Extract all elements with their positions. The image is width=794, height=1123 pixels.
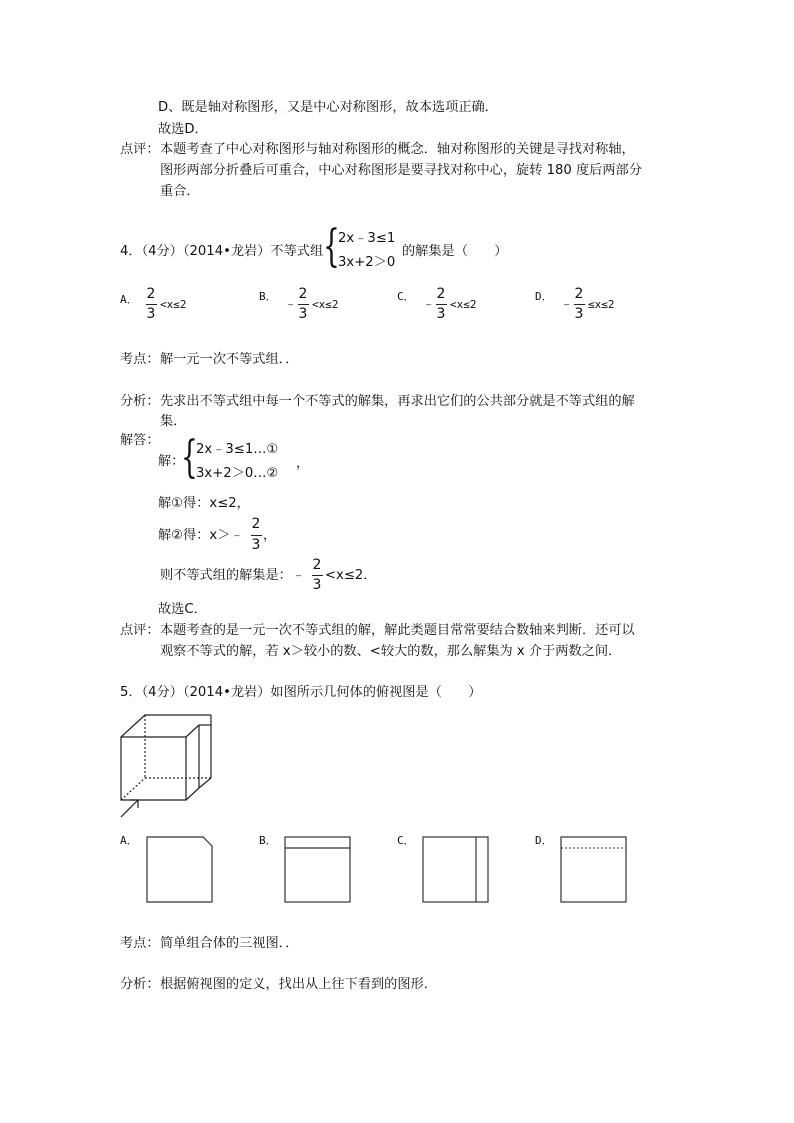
minus-sign: ﹣ bbox=[422, 297, 436, 312]
option-relation: <x≤2 bbox=[312, 298, 339, 311]
q4-kaodian: 解一元一次不等式组．． bbox=[160, 352, 299, 367]
view-arrow-shaft bbox=[121, 800, 138, 817]
q4-step-2-suffix: ， bbox=[263, 528, 277, 543]
fraction-bar bbox=[298, 304, 309, 305]
q5-option-a-label: A． bbox=[120, 834, 138, 847]
q4-fenxi-line-1: 先求出不等式组中每一个不等式的解集，再求出它们的公共部分就是不等式组的解 bbox=[160, 394, 635, 409]
minus-sign: ﹣ bbox=[560, 297, 574, 312]
option-relation: <x≤2 bbox=[450, 298, 477, 311]
fraction-numerator: 2 bbox=[146, 286, 156, 302]
q5-kaodian-label: 考点： bbox=[120, 936, 160, 951]
q4-inequality-2: 3x+2＞0 bbox=[338, 255, 396, 270]
option-label: B． bbox=[259, 290, 277, 303]
q3-answer: 故选D． bbox=[158, 122, 208, 137]
q5-option-d-label: D． bbox=[535, 834, 553, 847]
q4-solution-brace: { bbox=[181, 432, 198, 483]
q4-solution-ineq-1: 2x﹣3≤1…① bbox=[196, 442, 279, 457]
fraction-bar bbox=[436, 304, 447, 305]
q5-option-c-figure bbox=[422, 836, 492, 906]
q4-result-denominator: 3 bbox=[312, 577, 322, 593]
hidden-depth-edge bbox=[121, 778, 145, 800]
option-label: A． bbox=[120, 293, 138, 306]
q4-jieda-label: 解答： bbox=[120, 433, 160, 448]
chamfer-front-edge bbox=[186, 725, 199, 737]
q4-comment-line-2: 观察不等式的解，若 x＞较小的数、<较大的数，那么解集为 x 介于两数之间． bbox=[160, 644, 622, 659]
q4-comment-label: 点评： bbox=[120, 623, 160, 638]
q5-option-b-figure bbox=[284, 836, 354, 906]
fraction-denominator: 3 bbox=[298, 306, 308, 322]
q4-answer: 故选C． bbox=[158, 602, 207, 617]
q4-step-1: 解①得：x≤2， bbox=[158, 496, 250, 511]
q4-fenxi-label: 分析： bbox=[120, 394, 160, 409]
q4-step-2-prefix: 解②得：x＞﹣ bbox=[158, 528, 244, 543]
option-label: D． bbox=[535, 290, 553, 303]
q4-solution-ineq-2: 3x+2＞0…② bbox=[196, 466, 279, 481]
q5-option-d-figure bbox=[560, 836, 630, 906]
q4-result-suffix: <x≤2． bbox=[325, 568, 377, 583]
q4-result-numerator: 2 bbox=[312, 557, 322, 573]
q5-option-a-figure bbox=[146, 836, 216, 906]
fraction-bar bbox=[146, 304, 157, 305]
fraction-denominator: 3 bbox=[436, 306, 446, 322]
q4-fenxi-line-2: 集． bbox=[160, 414, 187, 429]
q3-comment-line-2: 图形两部分折叠后可重合，中心对称图形是要寻找对称中心，旋转 180 度后两部分 bbox=[160, 163, 642, 178]
q4-system-brace: { bbox=[323, 221, 340, 272]
fraction-numerator: 2 bbox=[574, 286, 584, 302]
q5-solid-figure bbox=[116, 712, 216, 822]
fraction-numerator: 2 bbox=[298, 286, 308, 302]
q4-step-2-numerator: 2 bbox=[251, 516, 261, 532]
fraction-denominator: 3 bbox=[574, 306, 584, 322]
q5-stem: 5．（4分）（2014•龙岩）如图所示几何体的俯视图是（ ） bbox=[120, 685, 482, 700]
q4-jie: 解： bbox=[158, 454, 185, 469]
bottom-right-depth-edge bbox=[186, 788, 199, 800]
q3-comment-line-1: 本题考查了中心对称图形与轴对称图形的概念．轴对称图形的关键是寻找对称轴， bbox=[160, 142, 635, 157]
q4-stem-prefix: 4．（4分）（2014•龙岩）不等式组 bbox=[120, 244, 324, 259]
q4-step-2-denominator: 3 bbox=[251, 537, 261, 553]
q5-option-c-label: C． bbox=[397, 834, 415, 847]
q4-stem-suffix: 的解集是（ ） bbox=[402, 244, 508, 259]
q4-result-fraction-bar bbox=[312, 575, 323, 576]
fraction-numerator: 2 bbox=[436, 286, 446, 302]
q4-inequality-1: 2x﹣3≤1 bbox=[338, 231, 396, 246]
fraction-bar bbox=[574, 304, 585, 305]
q5-fenxi-label: 分析： bbox=[120, 977, 160, 992]
q3-comment-line-3: 重合． bbox=[160, 184, 200, 199]
option-label: C． bbox=[397, 290, 415, 303]
q4-comment-line-1: 本题考查的是一元一次不等式组的解，解此类题目常常要结合数轴来判断．还可以 bbox=[160, 623, 635, 638]
q4-step-2-fraction-bar bbox=[251, 535, 262, 536]
minus-sign: ﹣ bbox=[284, 297, 298, 312]
q4-solution-comma: ， bbox=[296, 456, 310, 471]
q5-fenxi: 根据俯视图的定义，找出从上往下看到的图形． bbox=[160, 977, 437, 992]
option-relation: ≤x≤2 bbox=[588, 298, 615, 311]
q5-option-b-label: B． bbox=[259, 834, 277, 847]
q3-comment-label: 点评： bbox=[120, 142, 160, 157]
q3-option-d-line: D、既是轴对称图形，又是中心对称图形，故本选项正确． bbox=[158, 100, 498, 115]
fraction-denominator: 3 bbox=[146, 306, 156, 322]
q4-kaodian-label: 考点： bbox=[120, 352, 160, 367]
bottom-back-edge bbox=[199, 778, 211, 788]
q5-kaodian: 简单组合体的三视图．． bbox=[160, 936, 299, 951]
q4-result-prefix: 则不等式组的解集是：﹣ bbox=[160, 568, 306, 583]
option-relation: <x≤2 bbox=[160, 298, 187, 311]
